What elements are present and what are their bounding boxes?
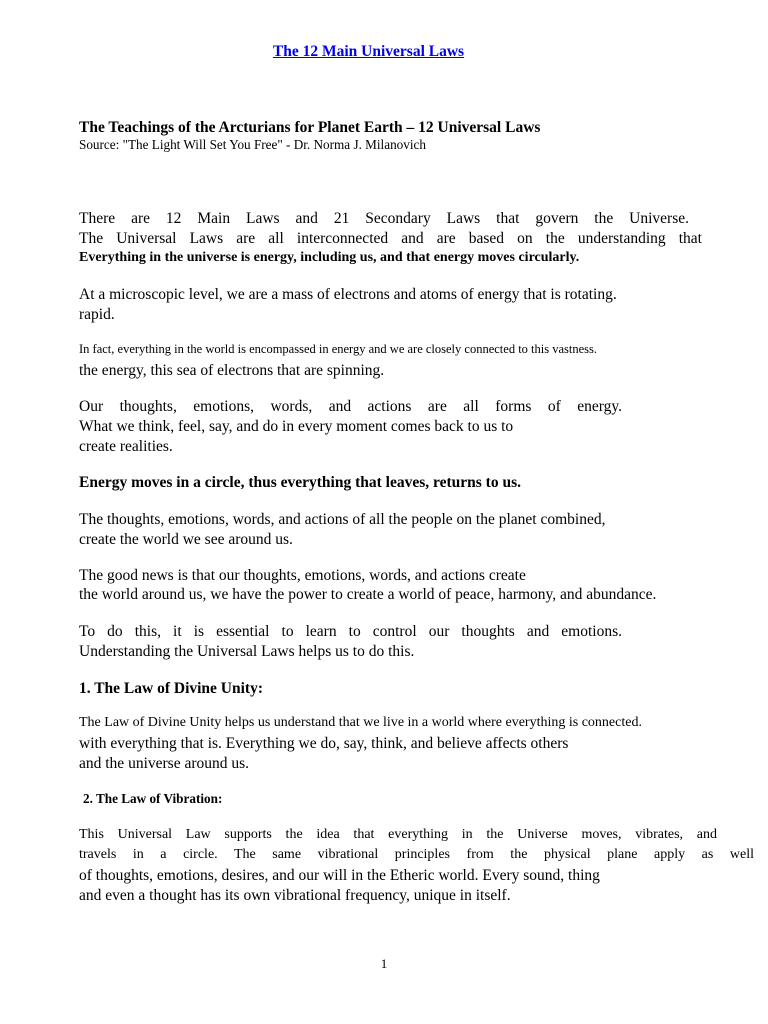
paragraph-line: Everything in the universe is energy, including us, and that energy moves circularly.: [79, 250, 580, 265]
paragraph-line: The good news is that our thoughts, emotions, words, and actions create: [79, 567, 526, 584]
paragraph-line: At a microscopic level, we are a mass of electrons and atoms of energy that is rotating.: [79, 286, 617, 303]
paragraph-line: and the universe around us.: [79, 755, 250, 772]
paragraph-line: the world around us, we have the power to create a world of peace, harmony, and abundance.: [79, 586, 657, 603]
paragraph-line: of thoughts, emotions, desires, and our will in the Etheric world. Every sound, thing: [79, 867, 600, 884]
section-heading-law-2: 2. The Law of Vibration:: [83, 791, 223, 806]
document-heading: The Teachings of the Arcturians for Planet Earth – 12 Universal Laws: [79, 119, 541, 136]
paragraph-line: The Law of Divine Unity helps us understand that we live in a world where everything is connected.: [79, 715, 642, 730]
source-citation: Source: "The Light Will Set You Free" - Dr. Norma J. Milanovich: [79, 137, 426, 152]
paragraph-line: create realities.: [79, 438, 173, 455]
paragraph-line: the energy, this sea of electrons that are spinning.: [79, 362, 385, 379]
section-heading-law-1: 1. The Law of Divine Unity:: [79, 680, 264, 697]
paragraph-line: To do this, it is essential to learn to control our thoughts and emotions.: [79, 623, 622, 640]
title-link[interactable]: The 12 Main Universal Laws: [272, 43, 465, 60]
paragraph-line: The thoughts, emotions, words, and actions of all the people on the planet combined,: [79, 511, 606, 528]
paragraph-line: In fact, everything in the world is encompassed in energy and we are closely connected to this vastness.: [79, 342, 598, 356]
paragraph-line: Energy moves in a circle, thus everything that leaves, returns to us.: [79, 474, 521, 491]
paragraph-line: What we think, feel, say, and do in every moment comes back to us to: [79, 418, 514, 435]
paragraph-line: travels in a circle. The same vibrational principles from the physical plane apply as well: [79, 847, 754, 862]
page-number: 1: [380, 956, 388, 971]
paragraph-line: and even a thought has its own vibrational frequency, unique in itself.: [79, 887, 511, 904]
paragraph-line: This Universal Law supports the idea that everything in the Universe moves, vibrates, and: [79, 827, 717, 842]
paragraph-line: rapid.: [79, 306, 115, 323]
paragraph-line: create the world we see around us.: [79, 531, 293, 548]
paragraph-line: The Universal Laws are all interconnected and are based on the understanding that: [79, 230, 702, 247]
page-title: [0, 43, 768, 61]
paragraph-line: Understanding the Universal Laws helps us to do this.: [79, 643, 415, 660]
paragraph-line: Our thoughts, emotions, words, and actions are all forms of energy.: [79, 398, 622, 415]
paragraph-line: with everything that is. Everything we do, say, think, and believe affects others: [79, 735, 569, 752]
paragraph-line: There are 12 Main Laws and 21 Secondary Laws that govern the Universe.: [79, 210, 689, 227]
